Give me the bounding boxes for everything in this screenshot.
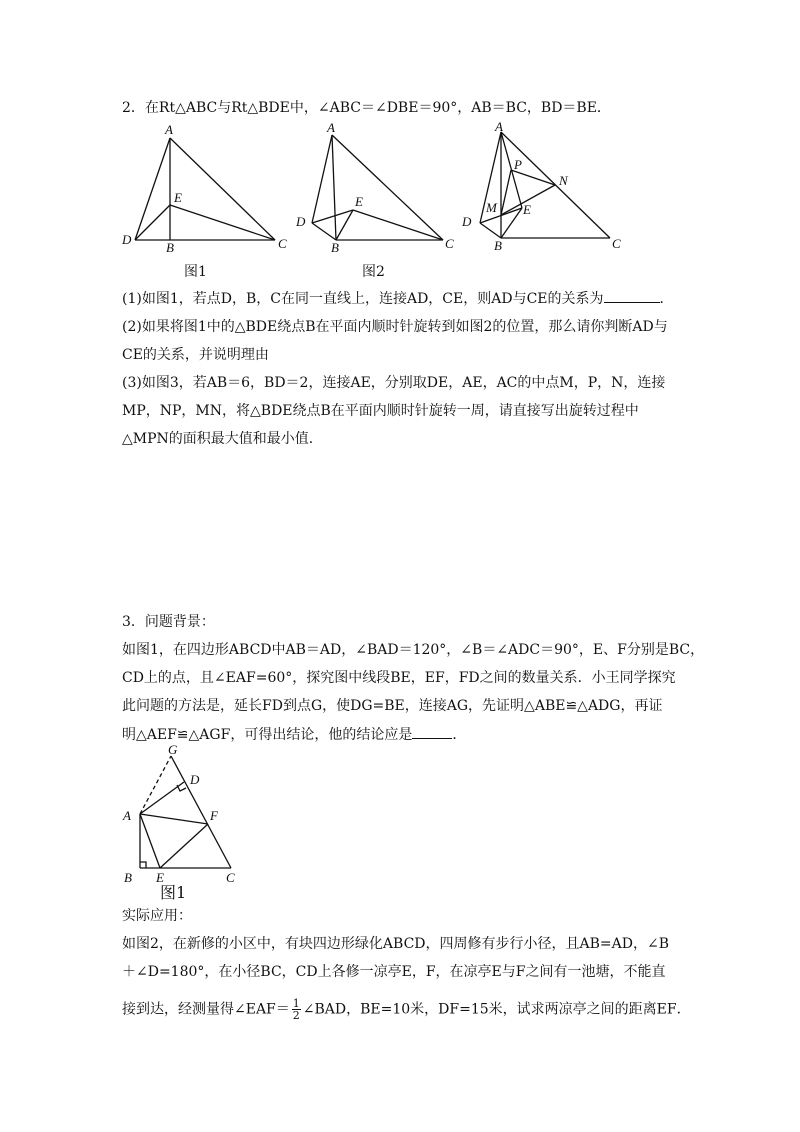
fig2-label-b: B — [331, 240, 339, 255]
p3-label-g: G — [168, 744, 178, 757]
problem2-q1: (1)如图1，若点D，B，C在同一直线上，连接AD，CE，则AD与CE的关系为 ． — [122, 288, 674, 309]
fig2-label-d: D — [296, 214, 306, 229]
problem2-q3-line3: △MPN的面积最大值和最小值． — [122, 431, 323, 447]
problem3-line3: 此问题的方法是，延长FD到点G，使DG=BE，连接AG，先证明△ABE≌△ADG，再证 — [122, 698, 663, 714]
problem2-q2-line2: CE的关系，并说明理由 — [122, 347, 269, 363]
fig3-label-n: N — [559, 173, 568, 188]
p3-label-a: A — [123, 808, 131, 823]
fig2-label-e: E — [355, 194, 363, 209]
fig3-label-d: D — [462, 214, 472, 229]
problem2-q3-line2: MP，NP，MN，将△BDE绕点B在平面内顺时针旋转一周，请直接写出旋转过程中 — [122, 403, 639, 419]
fig2-label-a: A — [327, 120, 335, 135]
fig3-label-a: A — [495, 120, 503, 134]
p3-label-d: D — [190, 772, 200, 787]
fig2-label-c: C — [445, 236, 454, 251]
p3-label-f: F — [210, 808, 218, 823]
applied-line2: ＋∠D=180°，在小径BC，CD上各修一凉亭E，F，在凉亭E与F之间有一池塘，不能直 — [122, 964, 666, 980]
p3-fig-caption: 图1 — [160, 883, 187, 902]
problem3-header: 3．问题背景： — [122, 614, 215, 630]
fig3-label-p: P — [514, 157, 522, 172]
applied-line1: 如图2，在新修的小区中，有块四边形绿化ABCD，四周修有步行小径，且AB=AD，∠B — [122, 936, 669, 952]
figure-1 — [135, 138, 275, 240]
fig1-label-a: A — [165, 122, 173, 137]
fig3-label-m: M — [486, 200, 497, 215]
figure-3 — [480, 132, 610, 238]
problem2-header: 2．在Rt△ABC与Rt△BDE中，∠ABC＝∠DBE＝90°，AB＝BC，BD＝BE． — [122, 100, 611, 116]
problem2-figures — [110, 120, 630, 260]
p3-label-c: C — [226, 870, 235, 885]
p3-label-b: B — [124, 870, 132, 885]
fig1-caption: 图1 — [184, 264, 207, 280]
fig1-label-e: E — [174, 190, 182, 205]
fig3-label-b: B — [494, 238, 502, 253]
fraction-half: $\frac{1}{2}$ — [292, 997, 300, 1022]
problem3-line1: 如图1，在四边形ABCD中AB＝AD，∠BAD＝120°，∠B＝∠ADC＝90°，E、F分别是BC， — [122, 642, 705, 658]
fig3-label-c: C — [612, 236, 621, 251]
figure-2 — [312, 135, 443, 240]
fig1-label-c: C — [278, 236, 287, 251]
fig1-label-b: B — [166, 240, 174, 255]
answer-blank[interactable] — [604, 288, 660, 303]
fig2-caption: 图2 — [362, 264, 385, 280]
problem2-q3-line1: (3)如图3，若AB＝6，BD＝2，连接AE，分别取DE，AE，AC的中点M，P，N，连接 — [122, 375, 666, 391]
problem3-line4: 明△AEF≌△AGF，可得出结论，他的结论应是 ． — [122, 724, 466, 745]
problem2-q2-line1: (2)如果将图1中的△BDE绕点B在平面内顺时针旋转到如图2的位置，那么请你判断AD与 — [122, 319, 668, 335]
problem3-figure-1 — [118, 744, 248, 894]
p3-label-e: E — [156, 870, 164, 885]
applied-line3: 接到达，经测量得∠EAF＝ $\frac{1}{2}$ ∠BAD，BE=10米，DF=15米，试求两凉亭之间的距离EF． — [122, 997, 691, 1022]
problem3-line2: CD上的点，且∠EAF=60°，探究图中线段BE，EF，FD之间的数量关系．小王同学探究 — [122, 670, 676, 686]
applied-title: 实际应用： — [122, 908, 192, 924]
answer-blank-2[interactable] — [412, 724, 452, 739]
fig1-label-d: D — [122, 232, 132, 247]
fig3-label-e: E — [523, 202, 531, 217]
